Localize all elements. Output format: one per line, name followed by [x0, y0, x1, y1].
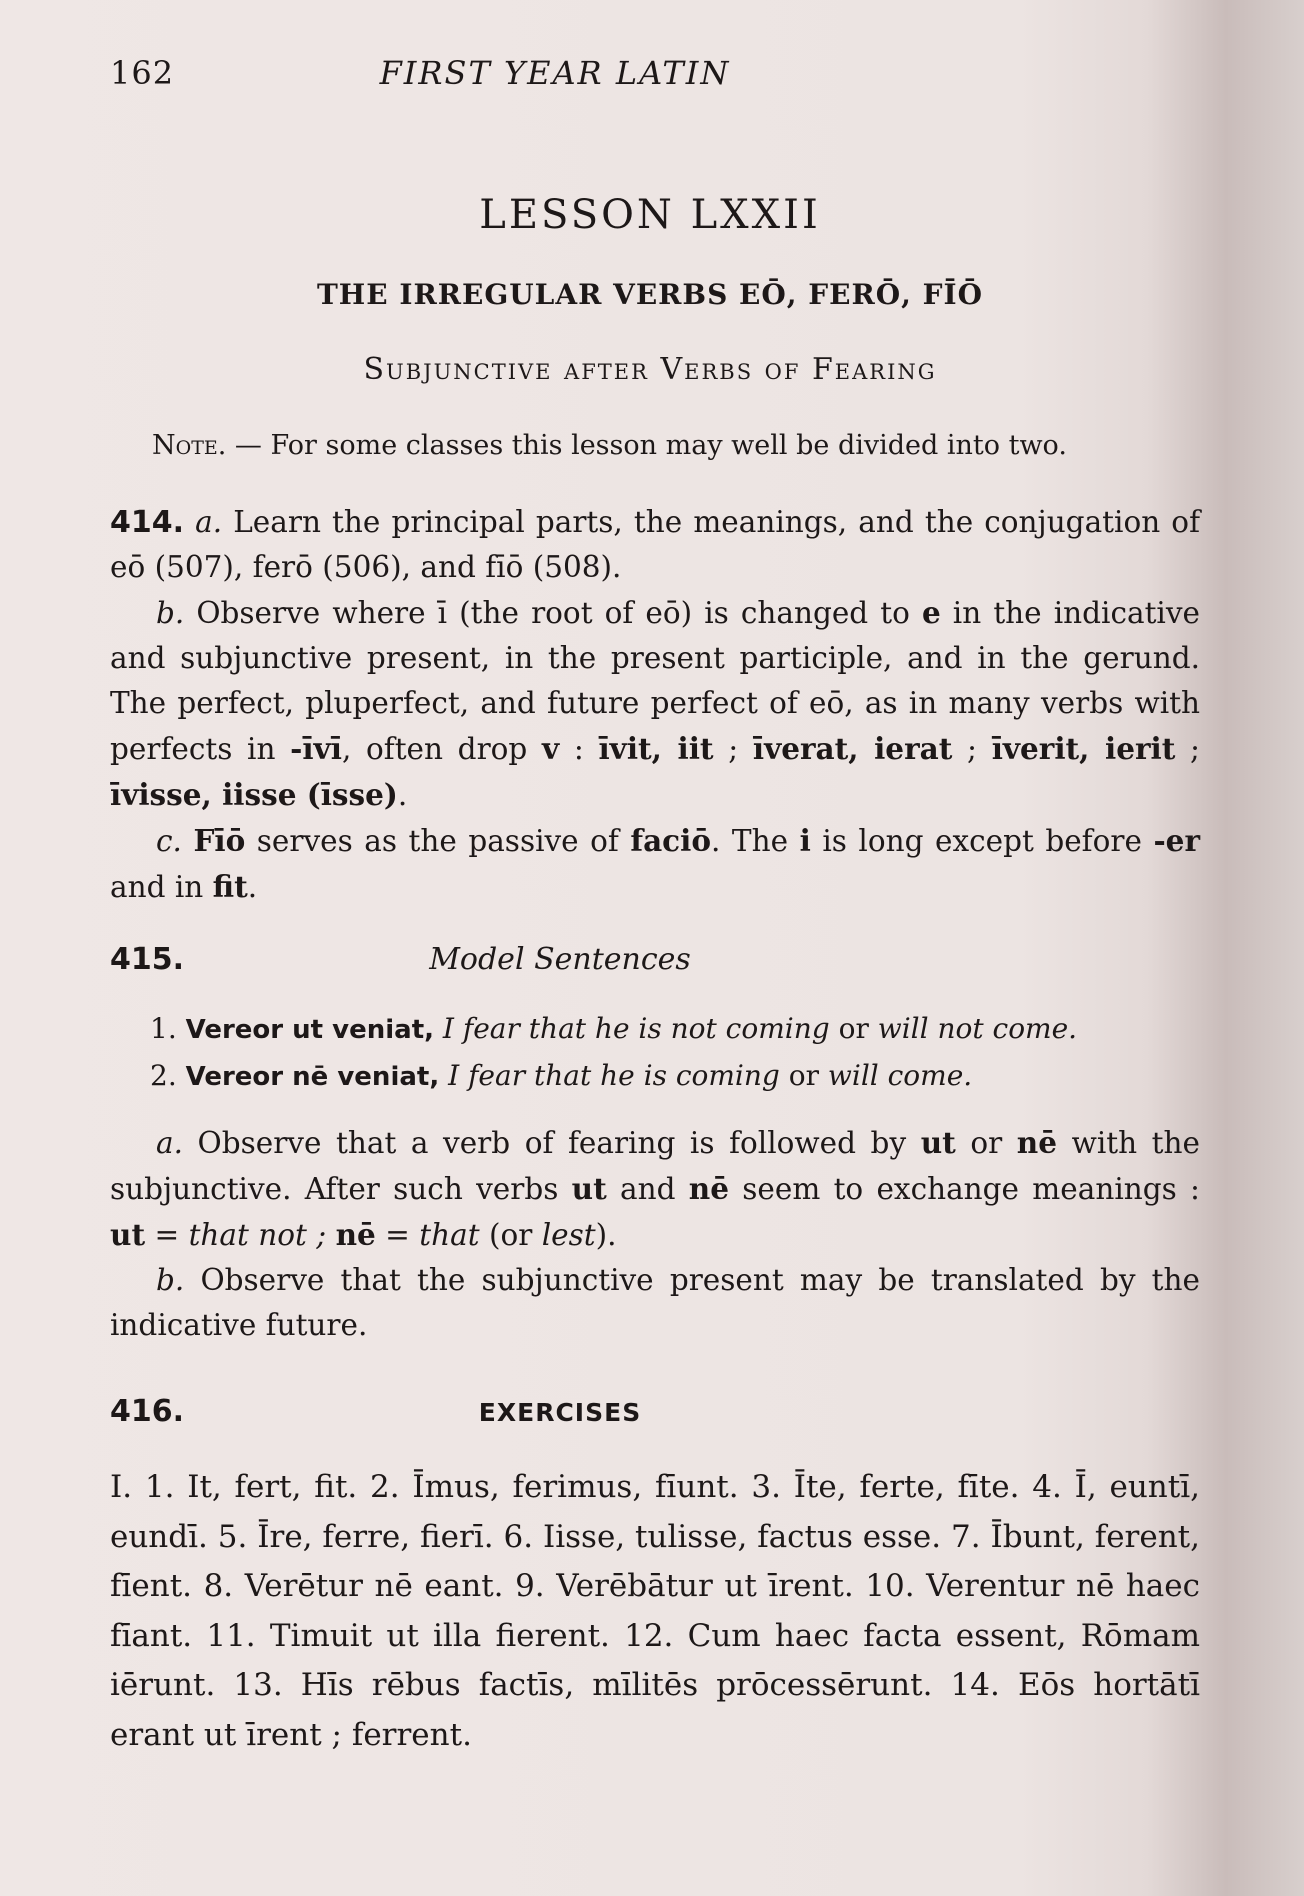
paragraph-text: = — [375, 1218, 420, 1252]
section-415-heading — [110, 942, 1200, 992]
translation: lest — [541, 1218, 596, 1252]
exercises — [110, 1463, 1200, 1760]
paragraph-text: and — [606, 1172, 689, 1206]
translation: I fear that he is coming — [448, 1059, 780, 1092]
latin-form: ut — [571, 1171, 607, 1206]
item-label: a. — [156, 1126, 183, 1160]
translation: will come. — [827, 1059, 973, 1092]
latin-form: nē — [335, 1217, 376, 1252]
section-heading: Model Sentences — [429, 942, 691, 977]
paragraph-text: Learn the principal parts, the meanings, and the conjugation of eō (507), ferō (506), and fīō (508). — [110, 505, 1200, 584]
paragraph-text: Observe that a verb of fearing is followed by — [182, 1126, 921, 1160]
paragraph-text: or — [955, 1126, 1017, 1160]
paragraph-text: . The — [711, 824, 800, 858]
latin-form: ut — [920, 1125, 956, 1160]
latin-form: i — [799, 823, 811, 858]
section-heading: EXERCISES — [478, 1398, 642, 1427]
paragraph-text: or — [779, 1059, 828, 1092]
paragraph-text: or — [829, 1012, 878, 1045]
section-414 — [110, 500, 1200, 910]
latin-form: nē — [1016, 1125, 1057, 1160]
section-415-notes — [110, 1120, 1200, 1348]
item-label: b. — [156, 1263, 185, 1297]
section-number: 414. — [110, 505, 185, 540]
latin-form: fit — [212, 869, 248, 904]
lesson-subtitle-secondary: Subjunctive after Verbs of Fearing — [363, 352, 937, 387]
paragraph-text: ; — [952, 732, 992, 766]
latin-form: īverit, ierit — [991, 731, 1176, 766]
latin-sentence: Vereor ut veniat, — [185, 1015, 434, 1045]
paragraph-text: with the subjunctive. After such verbs — [110, 1126, 1200, 1206]
paragraph-text: in the indicative and subjunctive present, in the present participle, and in the gerund. The perfect, pluperfect, and future perfect of eō, as in many verbs with perfects in — [110, 596, 1200, 766]
translation: will not come. — [877, 1012, 1078, 1045]
latin-form: īvit, iit — [598, 731, 714, 766]
lesson-title: LESSON LXXII — [479, 192, 821, 238]
latin-form: -īvī — [290, 731, 342, 766]
latin-form: -er — [1153, 823, 1200, 858]
latin-form: faciō — [630, 823, 712, 858]
section-number: 415. — [110, 942, 185, 977]
translation: that — [419, 1218, 480, 1252]
paragraph-text: . — [397, 778, 408, 812]
item-label: c. — [156, 824, 182, 858]
sentence-number: 1. — [150, 1012, 177, 1045]
running-head — [110, 54, 1200, 94]
item-label: b. — [156, 596, 185, 630]
latin-form: v — [542, 731, 560, 766]
section-414-c — [110, 818, 1200, 910]
paragraph-text: ). — [595, 1218, 617, 1252]
section-415-b — [110, 1258, 1200, 1348]
latin-sentence: Vereor nē veniat, — [185, 1062, 440, 1092]
latin-form: īverat, ierat — [752, 731, 953, 766]
paragraph-text: Observe where ī (the root of eō) is changed to — [184, 596, 922, 630]
paragraph-text: serves as the passive of — [245, 824, 631, 858]
paragraph-text: Observe that the subjunctive present may be translated by the indicative future. — [110, 1263, 1200, 1342]
paragraph-text: is long except before — [810, 824, 1154, 858]
book-title: FIRST YEAR LATIN — [379, 54, 731, 92]
paragraph-text: ; — [1175, 732, 1200, 766]
paragraph-text: seem to exchange meanings : — [728, 1172, 1200, 1206]
latin-form: e — [921, 595, 941, 630]
paragraph-text: (or — [479, 1218, 542, 1252]
latin-form: īvisse, iisse (īsse) — [110, 777, 398, 812]
model-sentence — [150, 1006, 1200, 1053]
exercise-text: I. 1. It, fert, fit. 2. Īmus, ferimus, fīunt. 3. Īte, ferte, fīte. 4. Ī, euntī, eundī. 5. Īre, ferre, fierī. 6. Iisse, tulisse, factus esse. 7. Ībunt, ferent, fīent. 8. Verētur nē eant. 9. Verēbātur ut īrent. 10. Verentur nē haec fīant. 11. Timuit ut illa fierent. 12. Cum haec facta essent, Rōmam iērunt. 13. Hīs rēbus factīs, mīlitēs prōcessērunt. 14. Eōs hortātī erant ut īrent ; ferrent. — [110, 1469, 1200, 1753]
lesson-subtitle: THE IRREGULAR VERBS EŌ, FERŌ, FĪŌ — [316, 278, 984, 311]
section-414-b — [110, 590, 1200, 818]
paragraph-text: , often drop — [341, 732, 542, 766]
model-sentences — [150, 1006, 1200, 1100]
note-label: Note. — [152, 430, 227, 461]
section-415-a — [110, 1120, 1200, 1258]
page-number: 162 — [110, 54, 175, 92]
item-label: a. — [195, 505, 223, 539]
paragraph-text: and in — [110, 870, 213, 904]
paragraph-text — [326, 1218, 335, 1252]
latin-form: Fīō — [193, 823, 246, 858]
translation: that not ; — [188, 1218, 327, 1252]
paragraph-text: . — [247, 870, 258, 904]
latin-form: ut — [110, 1217, 146, 1252]
latin-form: nē — [688, 1171, 729, 1206]
paragraph-text: : — [559, 732, 599, 766]
sentence-number: 2. — [150, 1059, 177, 1092]
section-416-heading — [110, 1394, 1200, 1444]
section-number: 416. — [110, 1394, 185, 1429]
paragraph-text: = — [145, 1218, 189, 1252]
section-414-a — [110, 500, 1200, 590]
lesson-note — [152, 430, 1202, 461]
model-sentence — [150, 1053, 1200, 1100]
note-text: — For some classes this lesson may well be divided into two. — [226, 430, 1067, 461]
paragraph-text: ; — [713, 732, 753, 766]
translation: I fear that he is not coming — [442, 1012, 830, 1045]
